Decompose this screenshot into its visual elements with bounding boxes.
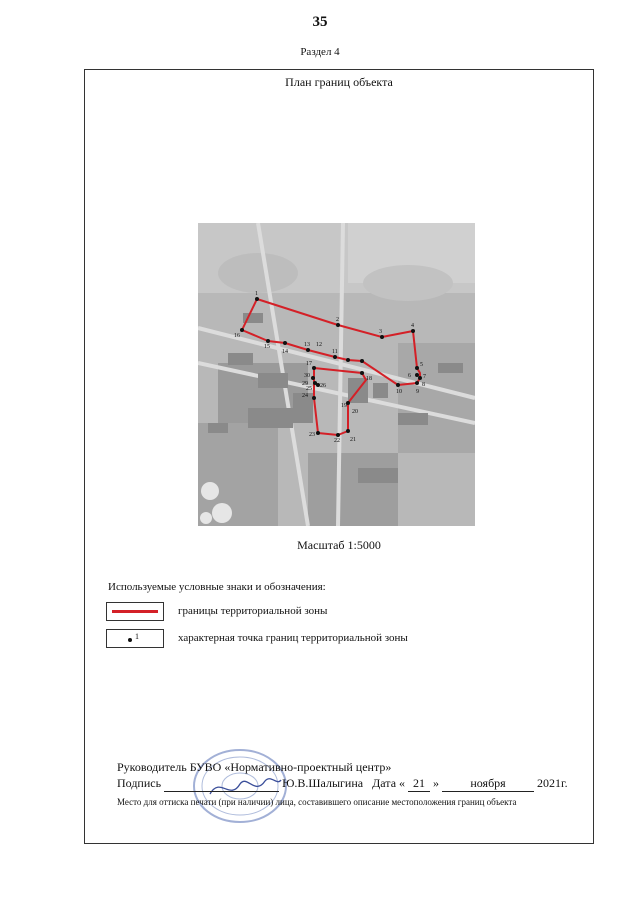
point-label: 16	[234, 333, 240, 339]
signer-name: Ю.В.Шалыгина	[282, 776, 364, 790]
point-label: 12	[316, 342, 322, 348]
point-label: 6	[408, 373, 411, 379]
scale-label: Масштаб 1:5000	[297, 538, 381, 552]
point-label: 26	[320, 383, 326, 389]
point-label: 18	[366, 376, 372, 382]
red-line-swatch	[112, 610, 158, 613]
point-label: 17	[306, 361, 312, 367]
point-label: 1	[255, 291, 258, 297]
legend-line-symbol	[106, 602, 164, 621]
point-label: 13	[304, 342, 310, 348]
point-label: 4	[411, 323, 414, 329]
map-svg	[198, 223, 475, 526]
point-label: 20	[352, 409, 358, 415]
point-label: 19	[341, 403, 347, 409]
point-label: 14	[282, 349, 288, 355]
point-label: 7	[423, 374, 426, 380]
date-year: 2021г.	[537, 776, 568, 790]
point-label: 30	[304, 373, 310, 379]
legend-title: Используемые условные знаки и обозначения:	[108, 581, 326, 593]
point-label: 3	[379, 329, 382, 335]
point-label: 23	[309, 432, 315, 438]
date-day: 21	[408, 776, 430, 792]
seal-note: Место для оттиска печати (при наличии) лица, составившего описание местоположения границ объекта	[117, 797, 517, 807]
page-number: 35	[312, 14, 328, 30]
date-label: Дата «	[372, 776, 406, 790]
point-icon	[128, 638, 132, 642]
point-label: 25	[306, 386, 312, 392]
sign-underline	[164, 776, 279, 792]
frame-title: План границ объекта	[285, 75, 393, 89]
legend-point-number: 1	[135, 632, 139, 641]
legend-item-point: характерная точка границ территориальной зоны	[178, 632, 408, 644]
point-label: 10	[396, 389, 402, 395]
sign-label: Подпись	[117, 776, 162, 790]
point-label: 29	[302, 381, 308, 387]
point-label: 22	[334, 438, 340, 444]
signature-line	[117, 776, 568, 792]
aerial-map	[198, 223, 475, 526]
signature-head: Руководитель БУВО «Нормативно-проектный центр»	[117, 760, 392, 774]
section-label: Раздел 4	[300, 46, 340, 58]
point-label: 9	[416, 389, 419, 395]
date-month: ноября	[442, 776, 534, 792]
point-label: 5	[420, 362, 423, 368]
plan-frame	[84, 69, 594, 844]
point-label: 21	[350, 437, 356, 443]
point-label: 8	[422, 382, 425, 388]
point-label: 15	[264, 344, 270, 350]
legend-point-symbol	[106, 629, 164, 648]
point-label: 11	[332, 349, 338, 355]
legend-item-boundary: границы территориальной зоны	[178, 605, 328, 617]
date-day-close: »	[433, 776, 440, 790]
point-label: 24	[302, 393, 308, 399]
point-label: 2	[336, 317, 339, 323]
